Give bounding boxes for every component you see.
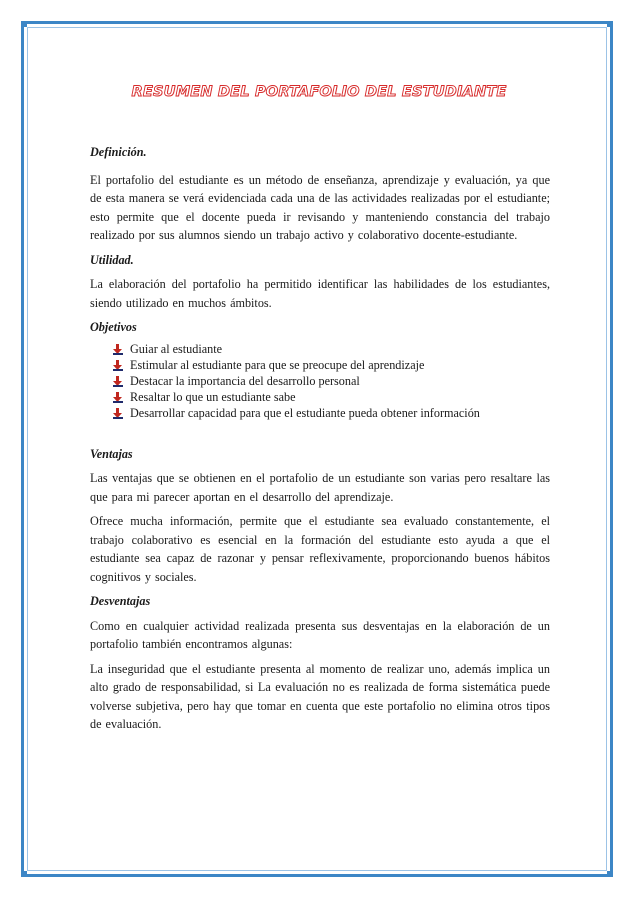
paragraph-desventajas-1: Como en cualquier actividad realizada presenta sus desventajas en la elaboración de un portafolio también encontramos algunas: — [90, 618, 550, 651]
arrow-bullet-icon — [113, 408, 124, 419]
section-heading-ventajas: Ventajas — [90, 446, 133, 461]
list-item-label: Estimular al estudiante para que se preocupe del aprendizaje — [130, 357, 425, 372]
list-item — [90, 389, 550, 405]
arrow-bullet-icon — [113, 360, 124, 371]
list-item-label: Desarrollar capacidad para que el estudiante pueda obtener información — [130, 405, 480, 420]
list-item-label: Destacar la importancia del desarrollo personal — [130, 373, 360, 388]
arrow-bullet-icon — [113, 344, 124, 355]
list-item — [90, 357, 550, 373]
border-corner — [21, 871, 27, 877]
paragraph-utilidad: La elaboración del portafolio ha permitido identificar las habilidades de los estudiantes, siendo utilizado en muchos ámbitos. — [90, 277, 550, 310]
paragraph-ventajas-2: Ofrece mucha información, permite que el estudiante sea evaluado constantemente, el trabajo colaborativo es esencial en la formación del estudiante esto ayuda a que el estudiante sea capaz de razonar y pensar reflexivamente, proporcionando buenos hábitos cognitivos y sociales. — [90, 514, 550, 584]
list-item-label: Guiar al estudiante — [130, 341, 223, 356]
objetivos-list — [90, 341, 550, 421]
border-corner — [607, 21, 613, 27]
arrow-bullet-icon — [113, 376, 124, 387]
arrow-bullet-icon — [113, 392, 124, 403]
list-item — [90, 405, 550, 421]
document-title: RESUMEN DEL PORTAFOLIO DEL ESTUDIANTE — [131, 84, 507, 100]
border-corner — [607, 871, 613, 877]
list-item — [90, 341, 550, 357]
paragraph-definicion: El portafolio del estudiante es un método de enseñanza, aprendizaje y evaluación, ya que de esta manera se verá evidenciada cada una de las actividades realizadas por el estudiante; esto permite que el docente pueda ir revisando y manteniendo constancia del trabajo realizado por sus alumnos siendo un trabajo activo y colaborativo docente-estudiante. — [90, 172, 550, 242]
paragraph-desventajas-2: La inseguridad que el estudiante presenta al momento de realizar uno, además implica un alto grado de responsabilidad, si La evaluación no es realizada de forma sistemática puede volverse subjetiva, pero hay que tomar en cuenta que este portafolio no elimina otros tipos de evaluación. — [90, 661, 550, 731]
section-heading-definicion: Definición. — [90, 145, 147, 159]
section-heading-objetivos: Objetivos — [90, 320, 137, 334]
document-body — [90, 143, 550, 734]
section-heading-desventajas: Desventajas — [90, 594, 151, 608]
list-item — [90, 373, 550, 389]
paragraph-ventajas-1: Las ventajas que se obtienen en el portafolio de un estudiante son varias pero resaltare las que para mi parecer aportan en el desarrollo del aprendizaje. — [90, 471, 550, 504]
section-heading-utilidad: Utilidad. — [90, 252, 134, 267]
list-item-label: Resaltar lo que un estudiante sabe — [130, 389, 296, 404]
border-corner — [21, 21, 27, 27]
